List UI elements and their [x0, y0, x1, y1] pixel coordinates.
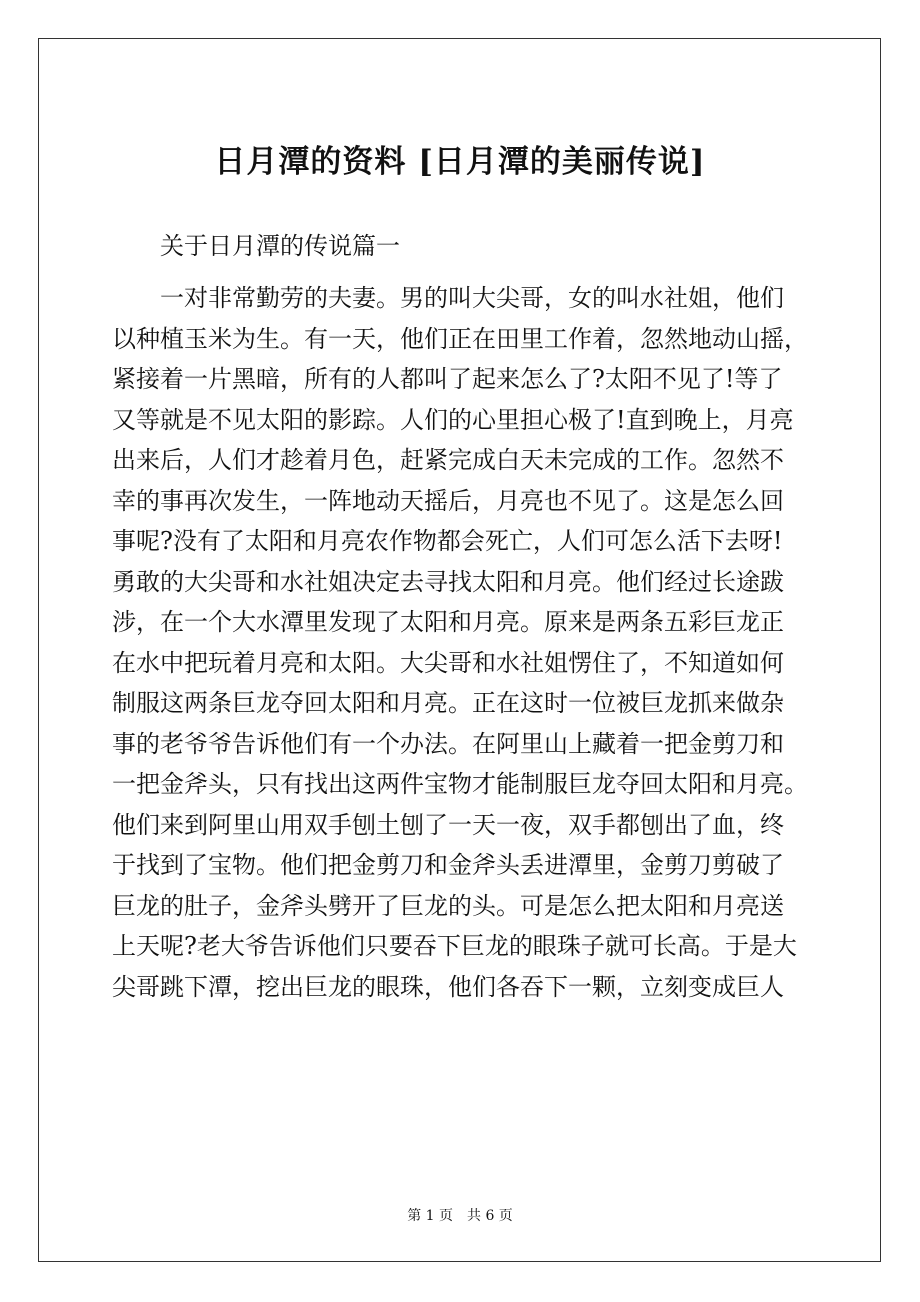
body-line: 以种植玉米为生。有一天，他们正在田里工作着，忽然地动山摇， [112, 324, 808, 353]
body-line: 紧接着一片黑暗，所有的人都叫了起来怎么了?太阳不见了!等了 [112, 365, 783, 393]
body-line: 涉，在一个大水潭里发现了太阳和月亮。原来是两条五彩巨龙正 [112, 608, 784, 636]
document-title: 日月潭的资料 [日月潭的美丽传说] [214, 144, 706, 180]
body-line: 又等就是不见太阳的影踪。人们的心里担心极了!直到晚上，月亮 [112, 405, 794, 434]
body-line: 勇敢的大尖哥和水社姐决定去寻找太阳和月亮。他们经过长途跋 [112, 567, 784, 596]
body-line: 他们来到阿里山用双手刨土刨了一天一夜，双手都刨出了血，终 [112, 810, 784, 839]
body-line: 上天呢?老大爷告诉他们只要吞下巨龙的眼珠子就可长高。于是大 [112, 932, 797, 960]
body-line: 巨龙的肚子，金斧头劈开了巨龙的头。可是怎么把太阳和月亮送 [112, 891, 784, 920]
body-line: 一把金斧头，只有找出这两件宝物才能制服巨龙夺回太阳和月亮。 [112, 770, 808, 798]
body-text [112, 278, 832, 1007]
body-line: 一对非常勤劳的夫妻。男的叫大尖哥，女的叫水社姐，他们 [160, 284, 784, 312]
body-line: 事的老爷爷告诉他们有一个办法。在阿里山上藏着一把金剪刀和 [112, 729, 784, 758]
body-line: 事呢?没有了太阳和月亮农作物都会死亡，人们可怎么活下去呀! [112, 527, 783, 555]
body-line: 幸的事再次发生，一阵地动天摇后，月亮也不见了。这是怎么回 [112, 486, 784, 515]
body-line: 在水中把玩着月亮和太阳。大尖哥和水社姐愣住了，不知道如何 [112, 648, 784, 677]
section-heading: 关于日月潭的传说篇一 [160, 232, 400, 260]
body-line: 于找到了宝物。他们把金剪刀和金斧头丢进潭里，金剪刀剪破了 [112, 851, 784, 879]
body-line: 制服这两条巨龙夺回太阳和月亮。正在这时一位被巨龙抓来做杂 [112, 689, 784, 717]
body-line: 出来后，人们才趁着月色，赶紧完成白天未完成的工作。忽然不 [112, 446, 784, 474]
page-footer: 第 1 页 共 6 页 [407, 1208, 513, 1224]
body-line: 尖哥跳下潭，挖出巨龙的眼珠，他们各吞下一颗，立刻变成巨人 [112, 972, 784, 1001]
